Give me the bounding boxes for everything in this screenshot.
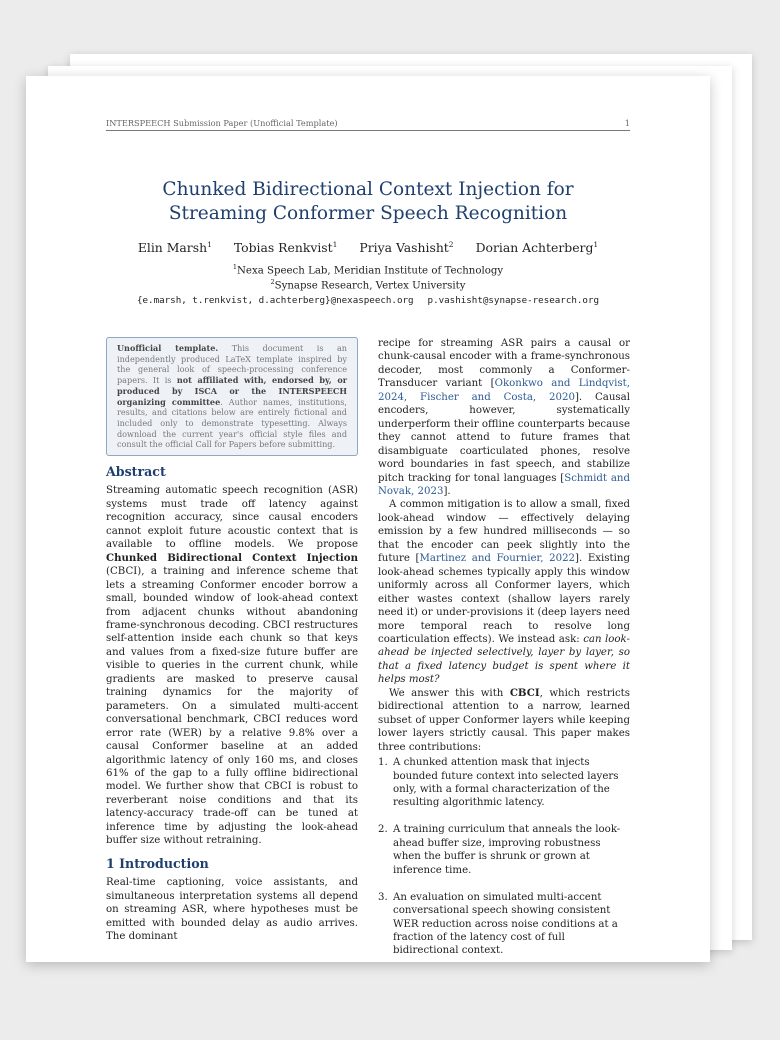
list-item: 1. A chunked attention mask that injects bounded future context into selected layers only, with a formal characterization of the resulting algorithmic latency. xyxy=(378,757,619,809)
left-column xyxy=(106,337,358,943)
intro-paragraph-2: A common mitigation is to allow a small, fixed look-ahead window — effectively delaying emission by a few hundred milliseconds — so that the encoder can peek slightly into the future [Martinez and Fournier, 2022]. Existing look-ahead schemes typically apply this window uniformly across all Conformer layers, which either wastes context (shallow layers rarely need it) or under-provisions it (deep layers need more temporal reach to resolve long coarticulation effects). We instead ask: can look-ahead be injected selectively, layer by layer, so that a fixed latency budget is spent where it helps most? xyxy=(378,499,630,686)
introduction-heading: 1 Introduction xyxy=(106,855,209,871)
intro-paragraph-1-continued: recipe for streaming ASR pairs a causal or chunk-causal encoder with a frame-synchronous decoder, most commonly a Conformer-Transducer variant [Okonkwo and Lindqvist, 2024, Fischer and Costa, 2020]. Causal encoders, however, systematically underperform their offline counterparts because they cannot attend to future frames that disambiguate coarticulated phones, resolve word boundaries in fast speech, and stabilize pitch tracking for tonal languages [Schmidt and Novak, 2023]. xyxy=(378,338,630,497)
intro-paragraph-1: Real-time captioning, voice assistants, and simultaneous interpretation systems all depend on streaming ASR, where hypotheses must be emitted with bounded delay as audio arrives. The dominant xyxy=(106,877,358,942)
author: Dorian Achterberg$^1$ xyxy=(475,240,599,256)
unofficial-template-notice: Unofficial template. This document is an independently produced LaTeX template inspired by the general look of speech-processing conference papers. It is not affiliated with, endorsed by, or produced by ISCA or the INTERSPEECH organizing committee. Author names, institutions, results, and citations below are entirely fictional and included only to demonstrate typesetting. Always download the current year's official style files and consult the official Call for Papers before submitting. xyxy=(106,337,358,456)
citation-link[interactable]: Okonkwo and Lindqvist, 2024, Fischer and Costa, 2020 xyxy=(378,378,630,403)
author: Elin Marsh$^1$ xyxy=(137,240,212,256)
list-item: 2. A training curriculum that anneals the look-ahead buffer size, improving robustness when the buffer is shrunk or grown at inference time. xyxy=(378,824,621,876)
right-column xyxy=(378,337,630,971)
author-list xyxy=(86,240,650,255)
paper-page xyxy=(26,76,710,962)
abstract-text: Streaming automatic speech recognition (ASR) systems must trade off latency against recognition accuracy, since causal encoders cannot exploit future acoustic context that is available to offline models. We propose Chunked Bidirectional Context Injection (CBCI), a training and inference scheme that lets a streaming Conformer encoder borrow a small, bounded window of look-ahead context from adjacent chunks without abandoning frame-synchronous decoding. CBCI restructures self-attention inside each chunk so that keys and values from a fixed-size future buffer are visible to queries in the current chunk, while gradients are masked to preserve causal training dynamics for the majority of parameters. On a simulated multi-accent conversational benchmark, CBCI reduces word error rate (WER) by a relative 9.8% over a causal Conformer baseline at an added algorithmic latency of only 160 ms, and closes 61% of the gap to a fully offline bidirectional model. We further show that CBCI is robust to reverberant noise conditions and that its latency-accuracy trade-off can be tuned at inference time by adjusting the look-ahead buffer size without retraining. xyxy=(106,485,358,847)
author: Priya Vashisht$^2$ xyxy=(359,240,454,256)
paper-title xyxy=(86,178,650,226)
title-line-1: Chunked Bidirectional Context Injection for xyxy=(162,179,574,200)
running-header-text: INTERSPEECH Submission Paper (Unofficial Template) xyxy=(106,118,338,128)
page-number: 1 xyxy=(624,118,630,128)
abstract-heading: Abstract xyxy=(106,464,166,480)
citation-link[interactable]: Martinez and Fournier, 2022 xyxy=(419,553,576,565)
email-group: p.vashisht@synapse-research.org xyxy=(427,295,600,306)
author-emails xyxy=(86,295,650,306)
author: Tobias Renkvist$^1$ xyxy=(233,240,338,256)
email-group: {e.marsh, t.renkvist, d.achterberg}@nexaspeech.org xyxy=(136,295,414,306)
running-header xyxy=(106,118,630,131)
citation-link[interactable]: Schmidt and Novak, 2023 xyxy=(378,472,630,497)
contributions-list xyxy=(378,756,630,958)
title-line-2: Streaming Conformer Speech Recognition xyxy=(168,203,568,224)
intro-paragraph-3: We answer this with CBCI, which restricts bidirectional attention to a narrow, learned subset of upper Conformer layers while keeping lower layers strictly causal. This paper makes three contributions: xyxy=(378,686,630,753)
list-item: 3. An evaluation on simulated multi-accent conversational speech showing consistent WER reduction across noise conditions at a fraction of the latency cost of full bidirectional context. xyxy=(378,891,618,957)
affiliation: $^1$Nexa Speech Lab, Meridian Institute of Technology xyxy=(232,263,504,277)
affiliation: $^2$Synapse Research, Vertex University xyxy=(270,278,466,292)
